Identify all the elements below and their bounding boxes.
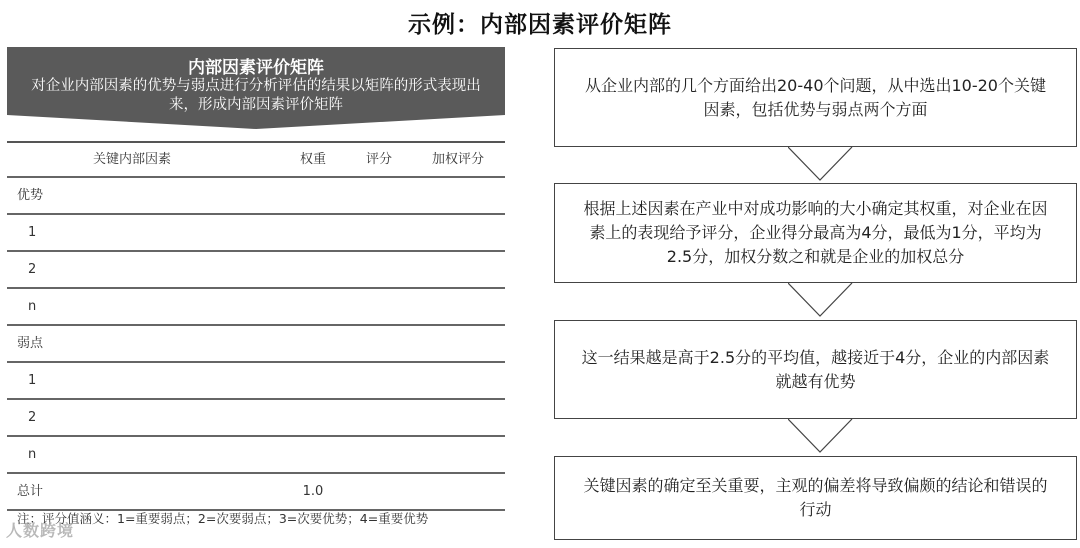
table-row <box>7 363 505 400</box>
header-factor: 关键内部因素 <box>92 152 171 167</box>
arrow-down-icon <box>788 283 853 317</box>
row-label: 弱点 <box>17 336 44 351</box>
table-row-total <box>7 474 505 511</box>
banner-description: 对企业内部因素的优势与弱点进行分析评估的结果以矩阵的形式表现出来，形成内部因素评价矩阵 <box>31 78 481 113</box>
row-label: 1 <box>28 225 37 240</box>
table-row <box>7 400 505 437</box>
header-score: 评分 <box>365 152 392 167</box>
flow-step-text: 从企业内部的几个方面给出20-40个问题，从中选出10-20个关键因素，包括优势与弱点两个方面 <box>585 75 1046 119</box>
row-label: n <box>28 299 37 314</box>
table-row <box>7 437 505 474</box>
table-row <box>7 215 505 252</box>
flow-step-text: 这一结果越是高于2.5分的平均值，越接近于4分，企业的内部因素就越有优势 <box>581 347 1050 391</box>
table-header-row <box>7 143 505 178</box>
page-title: 示例：内部因素评价矩阵 <box>408 12 672 38</box>
row-label: n <box>28 447 37 462</box>
flow-step-3 <box>554 320 1077 419</box>
flow-step-text: 关键因素的确定至关重要，主观的偏差将导致偏颇的结论和错误的行动 <box>583 476 1048 519</box>
flow-step-2 <box>554 183 1077 283</box>
table-row <box>7 289 505 326</box>
arrow-down-icon <box>788 419 853 453</box>
flow-step-4 <box>554 456 1077 540</box>
matrix-banner <box>7 47 505 129</box>
matrix-table <box>7 141 505 511</box>
flow-step-1 <box>554 48 1077 147</box>
row-label: 总计 <box>17 484 44 499</box>
table-row <box>7 252 505 289</box>
row-label: 1 <box>28 373 37 388</box>
watermark: 人数跨境 <box>6 521 75 540</box>
header-weight: 权重 <box>299 152 326 167</box>
table-row <box>7 178 505 215</box>
banner-title: 内部因素评价矩阵 <box>188 58 324 78</box>
score-note: 注：评分值涵义：1=重要弱点；2=次要弱点；3=次要优势；4=重要优势 <box>17 511 429 526</box>
table-row <box>7 326 505 363</box>
header-weighted-score: 加权评分 <box>431 152 484 167</box>
flow-step-text: 根据上述因素在产业中对成功影响的大小确定其权重，对企业在因素上的表现给予评分，企业得分最高为4分，最低为1分，平均为2.5分，加权分数之和就是企业的加权总分 <box>583 199 1048 266</box>
row-label: 优势 <box>17 188 44 203</box>
row-label: 2 <box>28 410 37 425</box>
row-weight: 1.0 <box>302 484 324 499</box>
row-label: 2 <box>28 262 37 277</box>
arrow-down-icon <box>788 147 853 181</box>
